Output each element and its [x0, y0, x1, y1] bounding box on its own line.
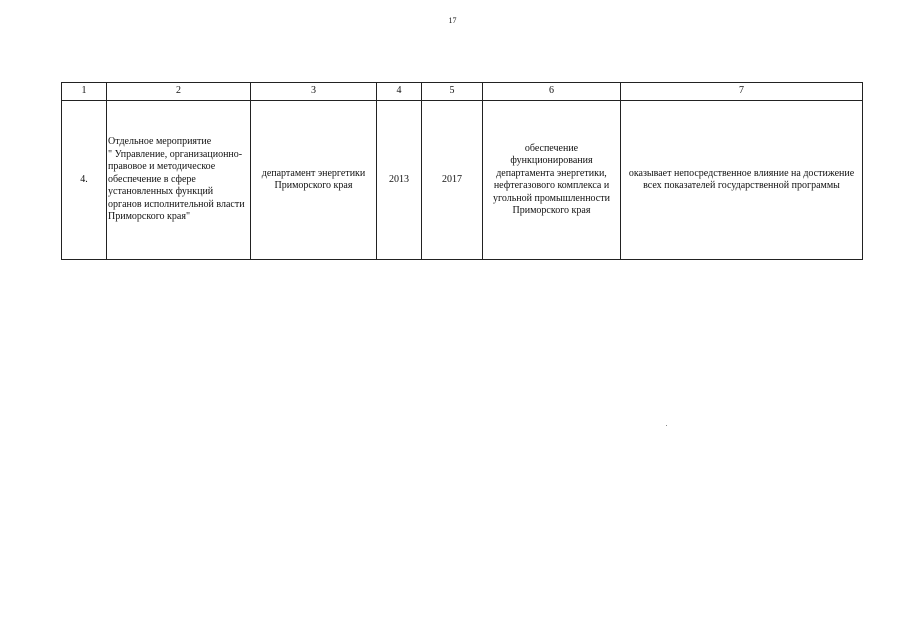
measure-name	[107, 101, 251, 260]
responsible-executor: департамент энергетики Приморского края	[251, 101, 377, 260]
page-number: 17	[448, 16, 457, 25]
indicator-link: оказывает непосредственное влияние на достижение всех показателей государственной программы	[621, 101, 863, 260]
end-year: 2017	[422, 101, 483, 260]
column-header: 1	[62, 83, 107, 101]
table-row	[62, 101, 863, 260]
column-header: 3	[251, 83, 377, 101]
measure-name-text: Отдельное мероприятие " Управление, организационно-правовое и методическое обеспечение в сфере установленных функций органов исполнительной власти Приморского края"	[108, 136, 245, 223]
header-row	[62, 83, 863, 101]
expected-result: обеспечение функционирования департамента энергетики, нефтегазового комплекса и угольной промышленности Приморского края	[483, 101, 621, 260]
start-year: 2013	[377, 101, 422, 260]
column-header: 5	[422, 83, 483, 101]
program-table	[61, 82, 863, 260]
row-number: 4.	[62, 101, 107, 260]
scan-speck	[666, 425, 667, 426]
column-header: 7	[621, 83, 863, 101]
column-header: 4	[377, 83, 422, 101]
column-header: 6	[483, 83, 621, 101]
column-header: 2	[107, 83, 251, 101]
